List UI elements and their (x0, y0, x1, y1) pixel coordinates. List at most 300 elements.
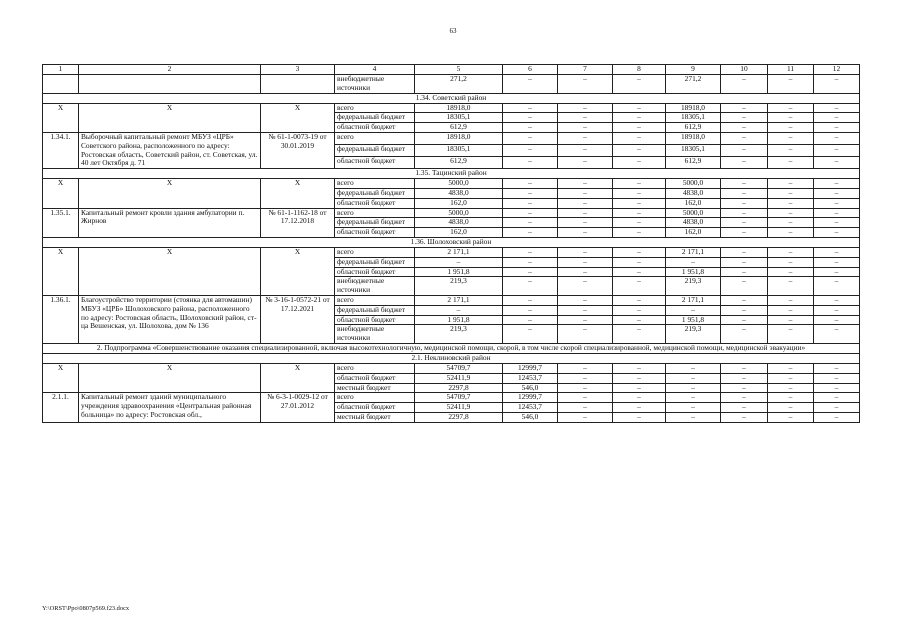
section-title: 2. Подпрограмма «Совершенствование оказания специализированной, включая высокотехнологичную, медицинской помощи, скорой, в том числе скорой специализированной, медицинской помощи, медицинской эвакуации» (43, 343, 860, 353)
value-cell: – (768, 188, 814, 198)
value-cell: – (558, 305, 613, 315)
value-cell: – (814, 145, 860, 157)
value-cell: – (768, 198, 814, 208)
value-cell: – (721, 75, 768, 94)
value-cell: – (721, 132, 768, 144)
table-row (43, 75, 860, 94)
value-cell: – (721, 113, 768, 123)
value-cell: – (503, 228, 558, 238)
value-cell: – (768, 363, 814, 373)
value-cell: 12453,7 (503, 403, 558, 413)
footer-file-path: Y:\ORST\Ppo\0807p569.f23.docx (42, 605, 130, 612)
funding-source-cell: областной бюджет (335, 123, 415, 133)
value-cell: – (721, 295, 768, 305)
value-cell: – (768, 305, 814, 315)
value-cell: – (666, 373, 721, 383)
value-cell: – (721, 145, 768, 157)
value-cell: 18918,0 (415, 103, 503, 113)
funding-source-cell: всего (335, 208, 415, 218)
value-cell: – (721, 267, 768, 277)
value-cell: 18305,1 (666, 145, 721, 157)
value-cell: – (768, 393, 814, 403)
object-name-cell (79, 75, 261, 94)
value-cell: 4838,0 (666, 218, 721, 228)
value-cell: – (503, 208, 558, 218)
value-cell: – (814, 403, 860, 413)
value-cell: 2 171,1 (666, 247, 721, 257)
value-cell: – (613, 132, 666, 144)
funding-source-cell: областной бюджет (335, 198, 415, 208)
value-cell: – (768, 257, 814, 267)
section-row (43, 353, 860, 363)
value-cell: – (558, 123, 613, 133)
value-cell: – (558, 325, 613, 344)
value-cell: – (558, 363, 613, 373)
funding-source-cell: местный бюджет (335, 383, 415, 393)
financing-table (42, 64, 860, 423)
value-cell: – (814, 103, 860, 113)
row-number-cell: X (43, 103, 79, 132)
row-number-cell: 1.36.1. (43, 295, 79, 343)
value-cell: – (721, 393, 768, 403)
value-cell: – (768, 267, 814, 277)
row-number-cell (43, 75, 79, 94)
value-cell: 12999,7 (503, 393, 558, 403)
value-cell: – (613, 363, 666, 373)
value-cell: – (814, 113, 860, 123)
value-cell: – (558, 75, 613, 94)
object-name-cell: X (79, 179, 261, 208)
funding-source-cell: всего (335, 247, 415, 257)
value-cell: – (503, 315, 558, 325)
document-cell (261, 75, 335, 94)
value-cell: – (558, 132, 613, 144)
value-cell: – (558, 218, 613, 228)
table-row (43, 363, 860, 373)
document-cell: X (261, 363, 335, 392)
value-cell: – (558, 403, 613, 413)
value-cell: – (721, 315, 768, 325)
value-cell: – (768, 325, 814, 344)
funding-source-cell: федеральный бюджет (335, 218, 415, 228)
value-cell: – (666, 412, 721, 422)
value-cell: – (503, 257, 558, 267)
value-cell: – (768, 277, 814, 296)
value-cell: – (558, 412, 613, 422)
value-cell: – (415, 305, 503, 315)
value-cell: – (613, 373, 666, 383)
value-cell: – (814, 277, 860, 296)
value-cell: – (768, 315, 814, 325)
table-row (43, 208, 860, 218)
value-cell: 18305,1 (415, 145, 503, 157)
funding-source-cell: областной бюджет (335, 403, 415, 413)
value-cell: – (613, 295, 666, 305)
value-cell: – (613, 412, 666, 422)
value-cell: – (503, 132, 558, 144)
value-cell: – (768, 208, 814, 218)
table-row (43, 103, 860, 113)
value-cell: – (503, 157, 558, 169)
value-cell: 219,3 (415, 277, 503, 296)
object-name-cell: Капитальный ремонт зданий муниципального учреждения здравоохранения «Центральная районная больница» по адресу: Ростовская обл., (79, 393, 261, 422)
row-number-cell: X (43, 179, 79, 208)
value-cell: – (613, 179, 666, 189)
value-cell: – (666, 363, 721, 373)
value-cell: – (721, 103, 768, 113)
object-name-cell: Выборочный капитальный ремонт МБУЗ «ЦРБ» Советского района, расположенного по адресу: Ростовская область, Советский район, ст. Советская, ул. 40 лет Октября д. 71 (79, 132, 261, 168)
value-cell: – (814, 373, 860, 383)
value-cell: – (613, 305, 666, 315)
financing-table-wrapper (42, 64, 859, 423)
value-cell: – (721, 208, 768, 218)
value-cell: – (768, 75, 814, 94)
value-cell: – (613, 228, 666, 238)
funding-source-cell: всего (335, 363, 415, 373)
value-cell: – (503, 179, 558, 189)
value-cell: – (721, 123, 768, 133)
value-cell: – (721, 188, 768, 198)
table-row (43, 247, 860, 257)
value-cell: – (814, 247, 860, 257)
value-cell: 162,0 (415, 228, 503, 238)
section-title: 1.34. Советский район (43, 93, 860, 103)
value-cell: 52411,9 (415, 373, 503, 383)
value-cell: – (768, 113, 814, 123)
value-cell: – (558, 113, 613, 123)
value-cell: – (814, 75, 860, 94)
document-cell: № 3-16-1-0572-21 от 17.12.2021 (261, 295, 335, 343)
value-cell: – (503, 267, 558, 277)
value-cell: – (613, 198, 666, 208)
value-cell: – (814, 325, 860, 344)
value-cell: 5000,0 (415, 179, 503, 189)
value-cell: 1 951,8 (666, 315, 721, 325)
value-cell: – (721, 218, 768, 228)
value-cell: – (814, 208, 860, 218)
value-cell: – (814, 383, 860, 393)
funding-source-cell: областной бюджет (335, 267, 415, 277)
value-cell: – (613, 188, 666, 198)
value-cell: – (814, 412, 860, 422)
value-cell: – (613, 208, 666, 218)
value-cell: – (814, 188, 860, 198)
value-cell: 54709,7 (415, 393, 503, 403)
value-cell: – (558, 295, 613, 305)
value-cell: – (768, 145, 814, 157)
value-cell: 2 171,1 (415, 247, 503, 257)
value-cell: 18918,0 (666, 103, 721, 113)
value-cell: 546,0 (503, 383, 558, 393)
value-cell: – (503, 188, 558, 198)
value-cell: – (613, 257, 666, 267)
value-cell: – (768, 295, 814, 305)
value-cell: – (721, 383, 768, 393)
value-cell: – (503, 247, 558, 257)
value-cell: – (666, 257, 721, 267)
value-cell: 546,0 (503, 412, 558, 422)
value-cell: – (666, 403, 721, 413)
document-cell: X (261, 247, 335, 295)
value-cell: – (666, 383, 721, 393)
value-cell: 18305,1 (666, 113, 721, 123)
value-cell: – (814, 123, 860, 133)
row-number-cell: X (43, 363, 79, 392)
value-cell: 219,3 (415, 325, 503, 344)
value-cell: 2 171,1 (415, 295, 503, 305)
value-cell: – (768, 103, 814, 113)
object-name-cell: X (79, 103, 261, 132)
value-cell: – (814, 315, 860, 325)
value-cell: – (503, 123, 558, 133)
value-cell: 612,9 (666, 157, 721, 169)
value-cell: – (613, 325, 666, 344)
value-cell: – (558, 157, 613, 169)
value-cell: 612,9 (415, 157, 503, 169)
table-row (43, 179, 860, 189)
value-cell: – (721, 247, 768, 257)
column-number-header-row (43, 65, 860, 75)
value-cell: – (768, 132, 814, 144)
value-cell: – (814, 305, 860, 315)
value-cell: – (721, 277, 768, 296)
value-cell: – (503, 145, 558, 157)
value-cell: – (503, 305, 558, 315)
value-cell: – (814, 363, 860, 373)
value-cell: 2 171,1 (666, 295, 721, 305)
funding-source-cell: внебюджетные источники (335, 325, 415, 344)
header-cell: 6 (503, 65, 558, 75)
value-cell: – (558, 145, 613, 157)
value-cell: – (721, 198, 768, 208)
value-cell: – (558, 179, 613, 189)
value-cell: – (558, 267, 613, 277)
value-cell: – (558, 188, 613, 198)
page-number: 63 (449, 27, 457, 35)
value-cell: – (768, 179, 814, 189)
value-cell: – (613, 145, 666, 157)
value-cell: – (613, 157, 666, 169)
value-cell: 52411,9 (415, 403, 503, 413)
header-cell: 1 (43, 65, 79, 75)
value-cell: – (503, 198, 558, 208)
value-cell: – (768, 218, 814, 228)
value-cell: 2297,8 (415, 383, 503, 393)
table-row (43, 295, 860, 305)
funding-source-cell: областной бюджет (335, 228, 415, 238)
value-cell: – (721, 363, 768, 373)
funding-source-cell: федеральный бюджет (335, 188, 415, 198)
value-cell: – (768, 373, 814, 383)
header-cell: 4 (335, 65, 415, 75)
row-number-cell: 1.34.1. (43, 132, 79, 168)
value-cell: – (768, 157, 814, 169)
value-cell: – (613, 123, 666, 133)
value-cell: – (814, 257, 860, 267)
value-cell: – (768, 123, 814, 133)
value-cell: 162,0 (666, 198, 721, 208)
value-cell: – (558, 257, 613, 267)
value-cell: – (666, 393, 721, 403)
section-row (43, 343, 860, 353)
value-cell: – (721, 157, 768, 169)
funding-source-cell: всего (335, 179, 415, 189)
document-cell: № 61-1-0073-19 от 30.01.2019 (261, 132, 335, 168)
document-cell: № 6-3-1-0029-12 от 27.01.2012 (261, 393, 335, 422)
value-cell: – (721, 403, 768, 413)
value-cell: – (814, 157, 860, 169)
funding-source-cell: внебюджетные источники (335, 277, 415, 296)
object-name-cell: Капитальный ремонт кровли здания амбулатории п. Жирнов (79, 208, 261, 237)
value-cell: – (613, 103, 666, 113)
value-cell: – (666, 305, 721, 315)
document-cell: X (261, 103, 335, 132)
value-cell: 271,2 (666, 75, 721, 94)
value-cell: – (558, 373, 613, 383)
value-cell: 4838,0 (415, 218, 503, 228)
value-cell: 54709,7 (415, 363, 503, 373)
value-cell: – (721, 305, 768, 315)
value-cell: 5000,0 (666, 208, 721, 218)
value-cell: – (721, 412, 768, 422)
value-cell: 12999,7 (503, 363, 558, 373)
funding-source-cell: внебюджетные источники (335, 75, 415, 94)
value-cell: – (721, 257, 768, 267)
row-number-cell: 2.1.1. (43, 393, 79, 422)
value-cell: – (613, 75, 666, 94)
document-cell: № 61-1-1162-18 от 17.12.2018 (261, 208, 335, 237)
funding-source-cell: федеральный бюджет (335, 257, 415, 267)
value-cell: 18918,0 (415, 132, 503, 144)
value-cell: 2297,8 (415, 412, 503, 422)
value-cell: – (558, 315, 613, 325)
value-cell: – (768, 228, 814, 238)
value-cell: – (721, 373, 768, 383)
row-number-cell: 1.35.1. (43, 208, 79, 237)
value-cell: 219,3 (666, 325, 721, 344)
row-number-cell: X (43, 247, 79, 295)
value-cell: – (503, 75, 558, 94)
value-cell: – (558, 103, 613, 113)
value-cell: 5000,0 (415, 208, 503, 218)
value-cell: – (721, 179, 768, 189)
value-cell: – (558, 198, 613, 208)
value-cell: – (814, 218, 860, 228)
section-title: 2.1. Неклиновский район (43, 353, 860, 363)
value-cell: – (558, 393, 613, 403)
value-cell: – (503, 295, 558, 305)
funding-source-cell: местный бюджет (335, 412, 415, 422)
value-cell: – (503, 218, 558, 228)
section-title: 1.36. Шолоховский район (43, 237, 860, 247)
table-row (43, 393, 860, 403)
value-cell: – (558, 208, 613, 218)
funding-source-cell: федеральный бюджет (335, 113, 415, 123)
header-cell: 12 (814, 65, 860, 75)
table-row (43, 132, 860, 144)
value-cell: 1 951,8 (415, 315, 503, 325)
value-cell: – (768, 383, 814, 393)
header-cell: 3 (261, 65, 335, 75)
value-cell: 162,0 (415, 198, 503, 208)
value-cell: 1 951,8 (666, 267, 721, 277)
header-cell: 8 (613, 65, 666, 75)
funding-source-cell: всего (335, 103, 415, 113)
object-name-cell: X (79, 247, 261, 295)
header-cell: 9 (666, 65, 721, 75)
value-cell: – (558, 383, 613, 393)
funding-source-cell: областной бюджет (335, 373, 415, 383)
value-cell: – (814, 228, 860, 238)
value-cell: – (721, 325, 768, 344)
value-cell: 219,3 (666, 277, 721, 296)
value-cell: – (415, 257, 503, 267)
value-cell: – (613, 315, 666, 325)
header-cell: 5 (415, 65, 503, 75)
value-cell: – (613, 393, 666, 403)
object-name-cell: X (79, 363, 261, 392)
value-cell: – (814, 295, 860, 305)
value-cell: 162,0 (666, 228, 721, 238)
funding-source-cell: всего (335, 393, 415, 403)
value-cell: – (558, 277, 613, 296)
section-row (43, 169, 860, 179)
value-cell: – (613, 218, 666, 228)
value-cell: 271,2 (415, 75, 503, 94)
funding-source-cell: федеральный бюджет (335, 305, 415, 315)
funding-source-cell: областной бюджет (335, 157, 415, 169)
value-cell: – (814, 393, 860, 403)
value-cell: – (503, 103, 558, 113)
value-cell: – (768, 403, 814, 413)
value-cell: – (721, 228, 768, 238)
object-name-cell: Благоустройство территории (стоянка для автомашин) МБУЗ «ЦРБ» Шолоховского района, расположенного по адресу: Ростовская область, Шолоховский район, ст-ца Вешенская, ул. Шолохова, дом № 136 (79, 295, 261, 343)
header-cell: 11 (768, 65, 814, 75)
value-cell: – (503, 113, 558, 123)
value-cell: – (613, 113, 666, 123)
value-cell: – (814, 267, 860, 277)
value-cell: 612,9 (415, 123, 503, 133)
funding-source-cell: всего (335, 132, 415, 144)
value-cell: 612,9 (666, 123, 721, 133)
value-cell: – (613, 403, 666, 413)
value-cell: – (613, 277, 666, 296)
header-cell: 10 (721, 65, 768, 75)
value-cell: – (503, 325, 558, 344)
document-cell: X (261, 179, 335, 208)
section-row (43, 237, 860, 247)
value-cell: 4838,0 (415, 188, 503, 198)
funding-source-cell: федеральный бюджет (335, 145, 415, 157)
value-cell: – (768, 412, 814, 422)
value-cell: 18918,0 (666, 132, 721, 144)
value-cell: – (613, 247, 666, 257)
value-cell: 4838,0 (666, 188, 721, 198)
value-cell: 12453,7 (503, 373, 558, 383)
value-cell: – (503, 277, 558, 296)
funding-source-cell: всего (335, 295, 415, 305)
header-cell: 7 (558, 65, 613, 75)
value-cell: – (558, 228, 613, 238)
value-cell: – (768, 247, 814, 257)
section-row (43, 93, 860, 103)
value-cell: – (613, 383, 666, 393)
value-cell: – (558, 247, 613, 257)
value-cell: – (814, 179, 860, 189)
section-title: 1.35. Тацинский район (43, 169, 860, 179)
table-body (43, 65, 860, 423)
header-cell: 2 (79, 65, 261, 75)
